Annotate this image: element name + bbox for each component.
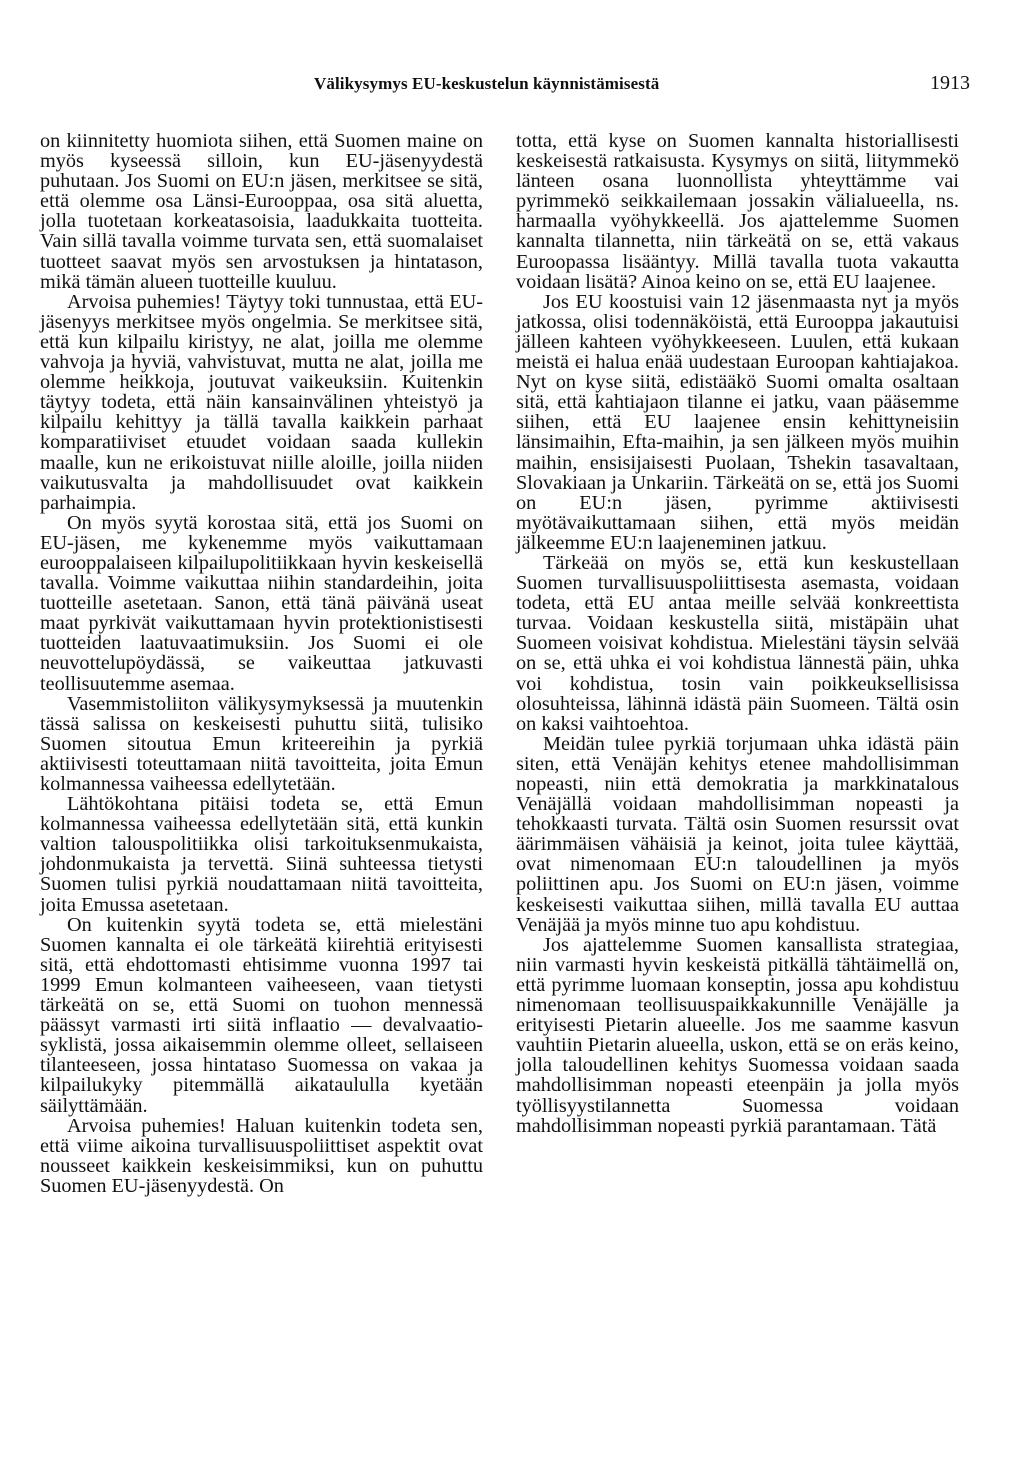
paragraph: Jos ajattelemme Suomen kansallista strategiaa, niin varmasti hyvin keskeistä pitkällä tähtäimellä on, että pyrimme luomaan konseptin, jossa apu kohdistuu nimenomaan teollisuuspaikkakunnille Venäjälle ja erityisesti Pietarin alueelle. Jos me saamme kasvun vauhtiin Pietarin alueella, uskon, että se on eräs keino, jolla taloudellinen kehitys Suomessa voidaan saada mahdollisimman nopeasti eteenpäin ja jolla myös työllisyystilannetta Suomessa voidaan mahdollisimman nopeasti pyrkiä parantamaan. Tätä <box>516 933 959 1137</box>
paragraph: totta, että kyse on Suomen kannalta historiallisesti keskeisestä ratkaisusta. Kysymys on siitä, liitymmekö länteen osana luonnollista yhteyttämme vai pyrimmekö seikkailemaan jossakin välialueella, ns. harmaalla vyöhykkeellä. Jos ajattelemme Suomen kannalta tilannetta, niin tärkeätä on se, että vakaus Euroopassa lisääntyy. Millä tavalla tuota vakautta voidaan lisätä? Ainoa keino on se, että EU laajenee. <box>516 130 959 293</box>
page-number: 1913 <box>930 72 970 94</box>
paragraph: On kuitenkin syytä todeta se, että mielestäni Suomen kannalta ei ole tärkeätä kiirehtiä erityisesti sitä, että ehdottomasti ehtisimme vuonna 1997 tai 1999 Emun kolmanteen vaiheeseen, vaan tietysti tärkeätä on se, että Suomi on tuohon mennessä päässyt varmasti irti siitä inflaatio — devalvaatio-syklistä, jossa aikaisemmin olemme olleet, sellaiseen tilanteeseen, jossa hintataso Suomessa on vakaa ja kilpailukyky pitemmällä aikataululla kyetään säilyttämään. <box>40 913 483 1117</box>
paragraph: On myös syytä korostaa sitä, että jos Suomi on EU-jäsen, me kykenemme myös vaikuttamaan eurooppalaiseen kilpailupolitiikkaan hyvin keskeisellä tavalla. Voimme vaikuttaa niihin standardeihin, joita tuotteille asetetaan. Sanon, että tänä päivänä useat maat pyrkivät vaikuttamaan hyvin protektionistisesti tuotteiden laatuvaatimuksiin. Jos Suomi ei ole neuvottelupöydässä, se vaikeuttaa jatkuvasti teollisuutemme asemaa. <box>40 511 483 695</box>
running-title: Välikysymys EU-keskustelun käynnistämisestä <box>314 74 660 93</box>
paragraph: Vasemmistoliiton välikysymyksessä ja muutenkin tässä salissa on keskeisesti puhuttu siitä, tulisiko Suomen sitoutua Emun kriteereihin ja pyrkiä aktiivisesti toteuttamaan niitä tavoitteita, joita Emun kolmannessa vaiheessa edellytetään. <box>40 692 483 795</box>
paragraph: Tärkeää on myös se, että kun keskustellaan Suomen turvallisuuspoliittisesta asemasta, voidaan todeta, että EU antaa meille selvää konkreettista turvaa. Voidaan keskustella siitä, mistäpäin uhat Suomeen voisivat kohdistua. Mielestäni täysin selvää on se, että uhka ei voi kohdistua lännestä päin, uhka voi kohdistua, tosin vain poikkeuksellisissa olosuhteissa, lähinnä idästä päin Suomeen. Tältä osin on kaksi vaihtoehtoa. <box>516 551 959 735</box>
paragraph: Arvoisa puhemies! Täytyy toki tunnustaa, että EU-jäsenyys merkitsee myös ongelmia. Se merkitsee sitä, että kun kilpailu kiristyy, ne alat, joilla me olemme vahvoja ja hyviä, vahvistuvat, mutta ne alat, joilla me olemme heikkoja, joutuvat vaikeuksiin. Kuitenkin täytyy todeta, että näin kansainvälinen yhteistyö ja kilpailu kehittyy ja tällä tavalla kaikkein parhaat komparatiiviset etuudet voidaan saada kullekin maalle, kun ne erikoistuvat niille aloille, joilla niiden vaikutusvalta ja mahdollisuudet ovat kaikkein parhaimpia. <box>40 290 483 514</box>
left-column <box>40 131 483 1196</box>
paragraph: Arvoisa puhemies! Haluan kuitenkin todeta sen, että viime aikoina turvallisuuspoliittiset aspektit ovat nousseet kaikkein keskeisimmiksi, kun on puhuttu Suomen EU-jäsenyydestä. On <box>40 1114 483 1197</box>
paragraph: on kiinnitetty huomiota siihen, että Suomen maine on myös kyseessä silloin, kun EU-jäsenyydestä puhutaan. Jos Suomi on EU:n jäsen, merkitsee se sitä, että olemme osa Länsi-Eurooppaa, osa sitä aluetta, jolla tuotetaan korkeatasoisia, laadukkaita tuotteita. Vain sillä tavalla voimme turvata sen, että suomalaiset tuotteet saavat myös sen arvostuksen ja hintatason, mikä tämän alueen tuotteille kuuluu. <box>40 130 483 293</box>
paragraph: Jos EU koostuisi vain 12 jäsenmaasta nyt ja myös jatkossa, olisi todennäköistä, että Eurooppa jakautuisi jälleen kahteen vyöhykkeeseen. Luulen, että kukaan meistä ei halua enää uudestaan Euroopan kahtiajakoa. Nyt on kyse siitä, edistääkö Suomi omalta osaltaan sitä, että kahtiajaon tilanne ei jatku, vaan pääsemme siihen, että EU laajenee ensin kehittyneisiin länsimaihin, Efta-maihin, ja sen jälkeen myös muihin maihin, ensisijaisesti Puolaan, Tshekin tasavaltaan, Slovakiaan ja Unkariin. Tärkeätä on se, että jos Suomi on EU:n jäsen, pyrimme aktiivisesti myötävaikuttamaan siihen, että myös meidän jälkeemme EU:n laajeneminen jatkuu. <box>516 290 959 554</box>
right-column <box>516 131 959 1136</box>
paragraph: Meidän tulee pyrkiä torjumaan uhka idästä päin siten, että Venäjän kehitys etenee mahdollisimman nopeasti, niin että demokratia ja markkinatalous Venäjällä voidaan mahdollisimman nopeasti ja tehokkaasti turvata. Tältä osin Suomen resurssit ovat äärimmäisen vähäisiä ja keinot, joita tulee käyttää, ovat nimenomaan EU:n taloudellinen ja myös poliittinen apu. Jos Suomi on EU:n jäsen, voimme keskeisesti vaikuttaa siihen, millä tavalla EU auttaa Venäjää ja myös minne tuo apu kohdistuu. <box>516 732 959 936</box>
page-header <box>40 70 970 100</box>
paragraph: Lähtökohtana pitäisi todeta se, että Emun kolmannessa vaiheessa edellytetään sitä, että kunkin valtion talouspolitiikka olisi tarkoituksenmukaista, johdonmukaista ja tervettä. Siinä suhteessa tietysti Suomen tulisi pyrkiä noudattamaan niitä tavoitteita, joita Emussa asetetaan. <box>40 793 483 916</box>
